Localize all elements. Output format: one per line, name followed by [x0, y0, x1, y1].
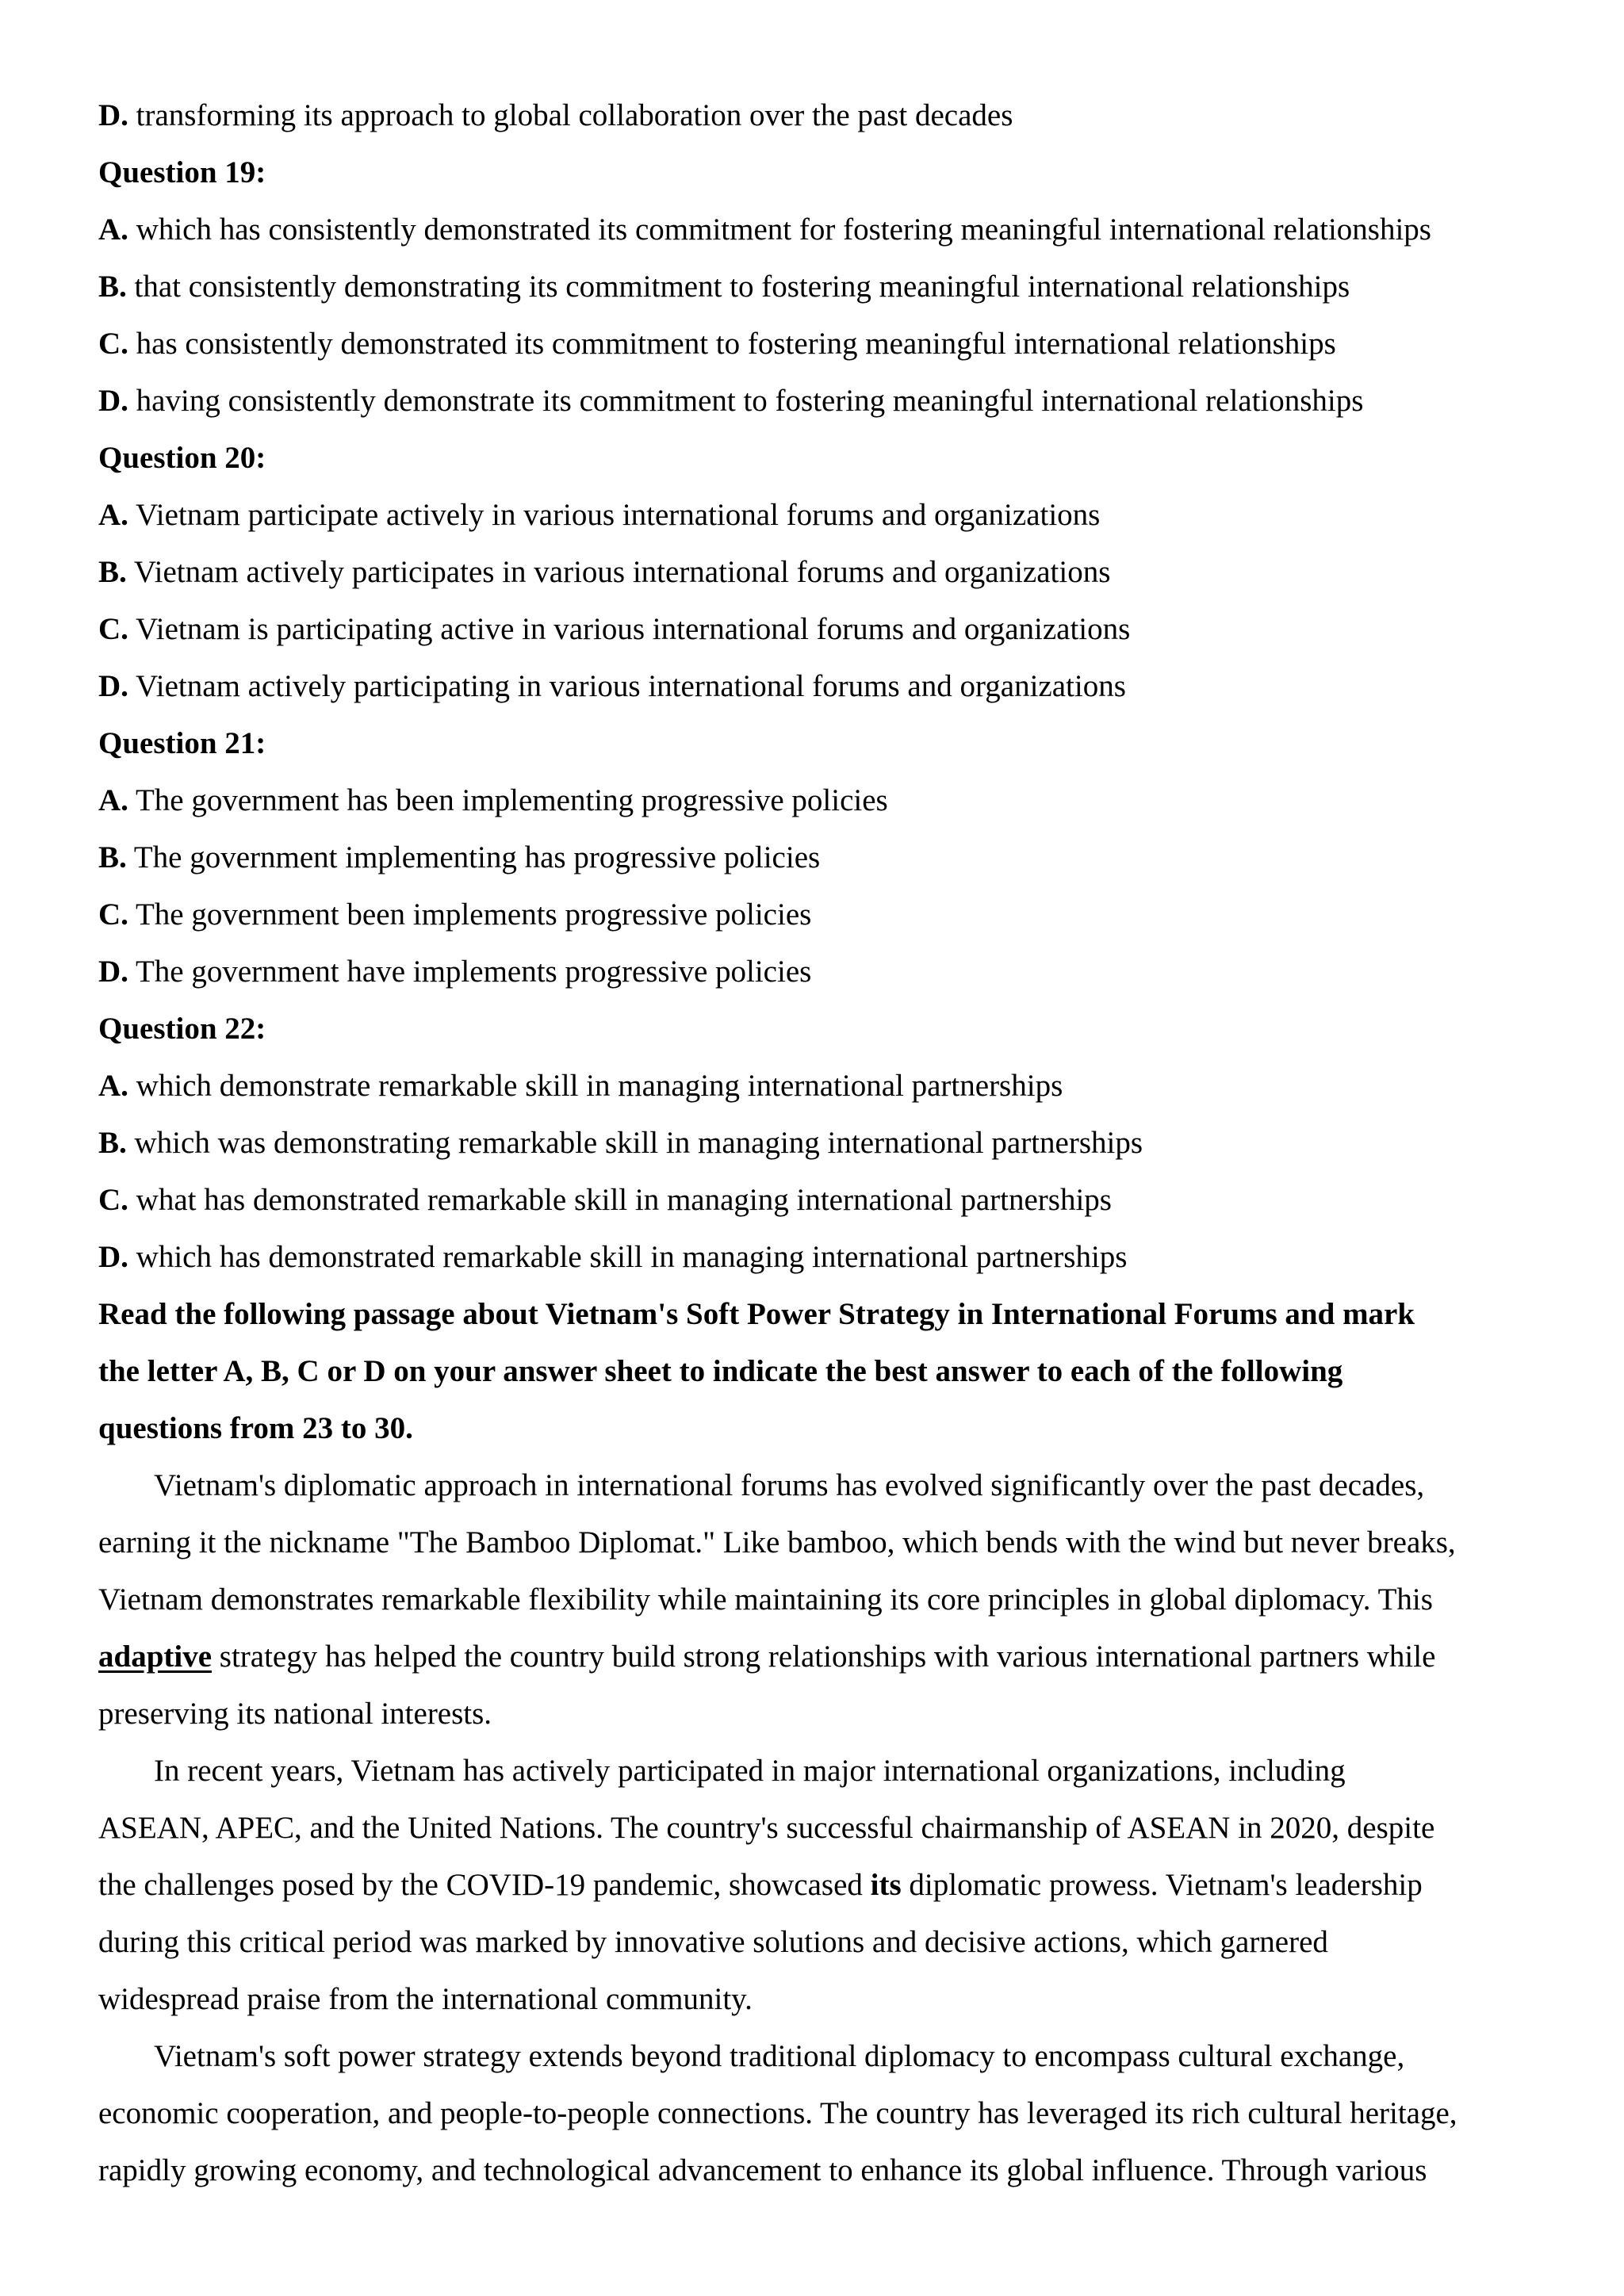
- option-text: Vietnam actively participates in various international forums and organizations: [133, 555, 1111, 589]
- passage-text: diplomatic prowess. Vietnam's leadership: [901, 1868, 1423, 1902]
- option-text: which has demonstrated remarkable skill in managing international partnerships: [136, 1240, 1128, 1274]
- option-letter: B.: [98, 1126, 127, 1160]
- option-letter: D.: [98, 384, 128, 418]
- option-text: which has consistently demonstrated its commitment for fostering meaningful international relationships: [136, 212, 1431, 247]
- passage-text: the challenges posed by the COVID-19 pandemic, showcased: [98, 1868, 871, 1902]
- option-text: that consistently demonstrating its commitment to fostering meaningful international relationships: [134, 270, 1350, 304]
- passage-p1-line-4: [98, 1635, 1435, 1679]
- option-text: having consistently demonstrate its commitment to fostering meaningful international relationships: [136, 384, 1364, 418]
- option-letter: B.: [98, 270, 127, 304]
- passage-text: strategy has helped the country build strong relationships with various international partners while: [212, 1640, 1436, 1674]
- option-q21-c[interactable]: [98, 893, 811, 937]
- instruction-line-3: questions from 23 to 30.: [98, 1411, 413, 1445]
- passage-p1-line-1: Vietnam's diplomatic approach in international forums has evolved significantly over the past decades,: [154, 1468, 1425, 1502]
- option-text: Vietnam is participating active in various international forums and organizations: [135, 612, 1131, 646]
- option-text: which demonstrate remarkable skill in managing international partnerships: [136, 1069, 1063, 1103]
- option-letter: D.: [98, 669, 128, 703]
- option-text: The government has been implementing progressive policies: [135, 783, 888, 817]
- option-q19-b[interactable]: [98, 265, 1350, 309]
- passage-p2-line-4: during this critical period was marked by innovative solutions and decisive actions, which garnered: [98, 1925, 1328, 1959]
- instruction-line-1: Read the following passage about Vietnam's Soft Power Strategy in International Forums and mark: [98, 1297, 1415, 1331]
- passage-p3-line-2: economic cooperation, and people-to-people connections. The country has leveraged its rich cultural heritage,: [98, 2096, 1457, 2130]
- option-letter: D.: [98, 1240, 128, 1274]
- option-letter: B.: [98, 555, 127, 589]
- option-q22-a[interactable]: [98, 1064, 1063, 1108]
- option-text: Vietnam actively participating in various international forums and organizations: [135, 669, 1126, 703]
- option-text: The government been implements progressive policies: [135, 897, 812, 932]
- passage-p2-line-5: widespread praise from the international community.: [98, 1982, 753, 2016]
- option-letter: C.: [98, 897, 128, 932]
- option-text: which was demonstrating remarkable skill in managing international partnerships: [134, 1126, 1143, 1160]
- option-text: The government implementing has progressive policies: [133, 840, 821, 874]
- option-letter: D.: [98, 98, 128, 132]
- option-text: The government have implements progressive policies: [135, 955, 812, 989]
- option-q20-c[interactable]: [98, 607, 1130, 652]
- option-q19-c[interactable]: [98, 322, 1336, 366]
- passage-p1-line-2: earning it the nickname "The Bamboo Diplomat." Like bamboo, which bends with the wind but never breaks,: [98, 1525, 1456, 1559]
- option-text: Vietnam participate actively in various international forums and organizations: [135, 498, 1101, 532]
- option-q21-b[interactable]: [98, 836, 820, 880]
- question-20-heading: Question 20:: [98, 441, 266, 475]
- option-letter: A.: [98, 212, 128, 247]
- option-text: has consistently demonstrated its commitment to fostering meaningful international relationships: [136, 327, 1336, 361]
- instruction-line-2: the letter A, B, C or D on your answer sheet to indicate the best answer to each of the following: [98, 1354, 1343, 1388]
- option-q21-a[interactable]: [98, 779, 888, 823]
- option-q20-d[interactable]: [98, 664, 1126, 709]
- option-text: transforming its approach to global collaboration over the past decades: [136, 98, 1013, 132]
- passage-p2-line-3: [98, 1863, 1423, 1908]
- passage-p1-line-5: preserving its national interests.: [98, 1697, 492, 1731]
- option-q22-c[interactable]: [98, 1178, 1112, 1223]
- passage-p3-line-3: rapidly growing economy, and technological advancement to enhance its global influence. Through various: [98, 2153, 1427, 2187]
- option-q19-d[interactable]: [98, 379, 1363, 423]
- option-letter: A.: [98, 1069, 128, 1103]
- option-letter: C.: [98, 327, 128, 361]
- option-q18-d[interactable]: [98, 94, 1013, 138]
- option-letter: A.: [98, 783, 128, 817]
- option-letter: B.: [98, 840, 127, 874]
- option-q19-a[interactable]: [98, 208, 1431, 252]
- passage-p2-line-1: In recent years, Vietnam has actively participated in major international organizations, including: [154, 1754, 1346, 1788]
- question-22-heading: Question 22:: [98, 1012, 266, 1046]
- option-q22-b[interactable]: [98, 1121, 1143, 1165]
- option-q20-a[interactable]: [98, 493, 1100, 538]
- question-21-heading: Question 21:: [98, 726, 266, 760]
- bold-word-its: its: [870, 1868, 902, 1902]
- passage-p3-line-1: Vietnam's soft power strategy extends beyond traditional diplomacy to encompass cultural exchange,: [154, 2039, 1405, 2073]
- passage-p1-line-3: Vietnam demonstrates remarkable flexibility while maintaining its core principles in global diplomacy. This: [98, 1582, 1433, 1617]
- question-19-heading: Question 19:: [98, 155, 266, 189]
- underlined-word-adaptive: adaptive: [98, 1640, 213, 1674]
- option-q22-d[interactable]: [98, 1235, 1127, 1280]
- option-letter: C.: [98, 612, 128, 646]
- option-text: what has demonstrated remarkable skill in managing international partnerships: [136, 1183, 1112, 1217]
- option-letter: D.: [98, 955, 128, 989]
- option-letter: A.: [98, 498, 128, 532]
- option-letter: C.: [98, 1183, 128, 1217]
- option-q21-d[interactable]: [98, 950, 811, 994]
- option-q20-b[interactable]: [98, 550, 1110, 595]
- passage-p2-line-2: ASEAN, APEC, and the United Nations. The country's successful chairmanship of ASEAN in 2020, despite: [98, 1811, 1435, 1845]
